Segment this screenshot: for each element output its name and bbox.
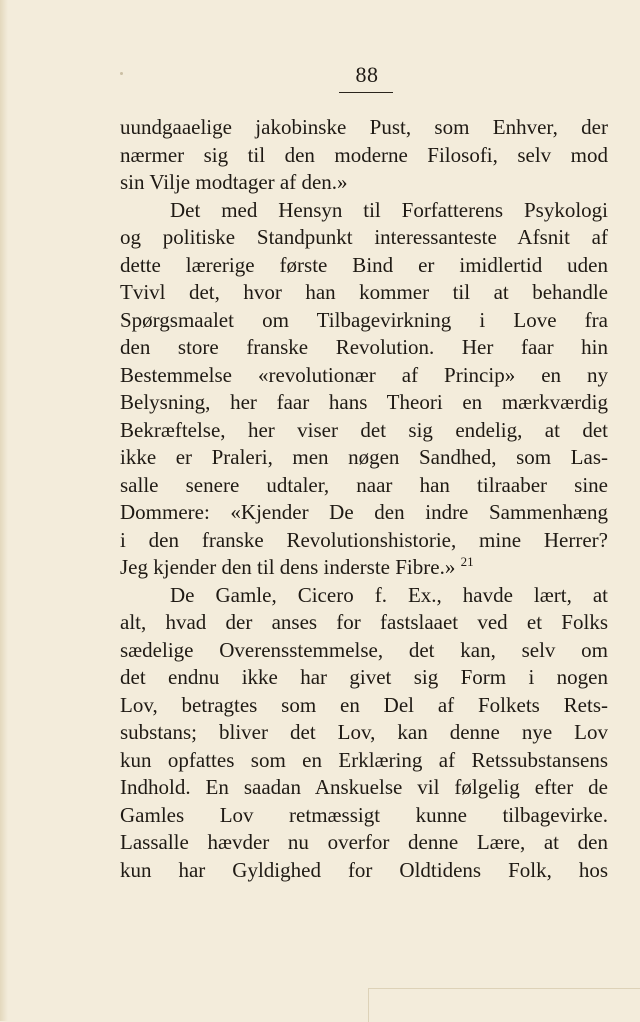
- text-line: substans; bliver det Lov, kan denne nye Lov: [120, 720, 608, 744]
- paper-speck: [120, 72, 123, 75]
- text-line: alt, hvad der anses for fastslaaet ved et Folks: [120, 610, 608, 634]
- footnote-marker: 21: [460, 554, 474, 569]
- page-number: 88: [355, 62, 379, 87]
- text-line: Lassalle hævder nu overfor denne Lære, at den: [120, 830, 608, 854]
- text-line: Tvivl det, hvor han kommer til at behandle: [120, 280, 608, 304]
- text-line: Bestemmelse «revolutionær af Princip» en ny: [120, 362, 608, 387]
- text-line: nærmer sig til den moderne Filosofi, selv mod: [120, 142, 608, 167]
- text-line: i den franske Revolutionshistorie, mine Herrer?: [120, 527, 608, 552]
- paragraph-start-line: Det med Hensyn til Forfatterens Psykologi: [170, 197, 608, 222]
- page-edge-shadow: [0, 0, 8, 1021]
- text-line: Indhold. En saadan Anskuelse vil følgelig efter de: [120, 775, 608, 799]
- text-line: den store franske Revolution. Her faar hin: [120, 335, 608, 359]
- paragraph-start-line: De Gamle, Cicero f. Ex., havde lært, at: [170, 582, 608, 607]
- text-line: Belysning, her faar hans Theori en mærkværdig: [120, 390, 608, 414]
- text-line: salle senere udtaler, naar han tilraaber sine: [120, 472, 608, 497]
- text-line: Jeg kjender den til dens inderste Fibre.»: [120, 555, 456, 579]
- text-line: Bekræftelse, her viser det sig endelig, at det: [120, 417, 608, 442]
- text-line: det endnu ikke har givet sig Form i nogen: [120, 665, 608, 689]
- text-line: uundgaaelige jakobinske Pust, som Enhver, der: [120, 115, 608, 139]
- text-line: sin Vilje modtager af den.»: [120, 170, 348, 194]
- text-line: dette lærerige første Bind er imidlertid uden: [120, 252, 608, 277]
- page-fold-mark: [368, 988, 640, 1022]
- text-line: Dommere: «Kjender De den indre Sammenhæng: [120, 500, 608, 524]
- text-line: og politiske Standpunkt interessanteste Afsnit af: [120, 225, 608, 249]
- text-line: ikke er Praleri, men nøgen Sandhed, som Las-: [120, 445, 608, 469]
- text-line: kun har Gyldighed for Oldtidens Folk, hos: [120, 857, 608, 882]
- text-line: Spørgsmaalet om Tilbagevirkning i Love fra: [120, 307, 608, 332]
- text-line: kun opfattes som en Erklæring af Retssubstansens: [120, 747, 608, 772]
- text-line: sædelige Overensstemmelse, det kan, selv om: [120, 637, 608, 662]
- body-text: [120, 114, 608, 884]
- page-number-rule: [339, 92, 393, 93]
- text-line: Gamles Lov retmæssigt kunne tilbagevirke.: [120, 802, 608, 827]
- text-line-with-footnote: [120, 554, 608, 582]
- text-line: Lov, betragtes som en Del af Folkets Rets-: [120, 692, 608, 717]
